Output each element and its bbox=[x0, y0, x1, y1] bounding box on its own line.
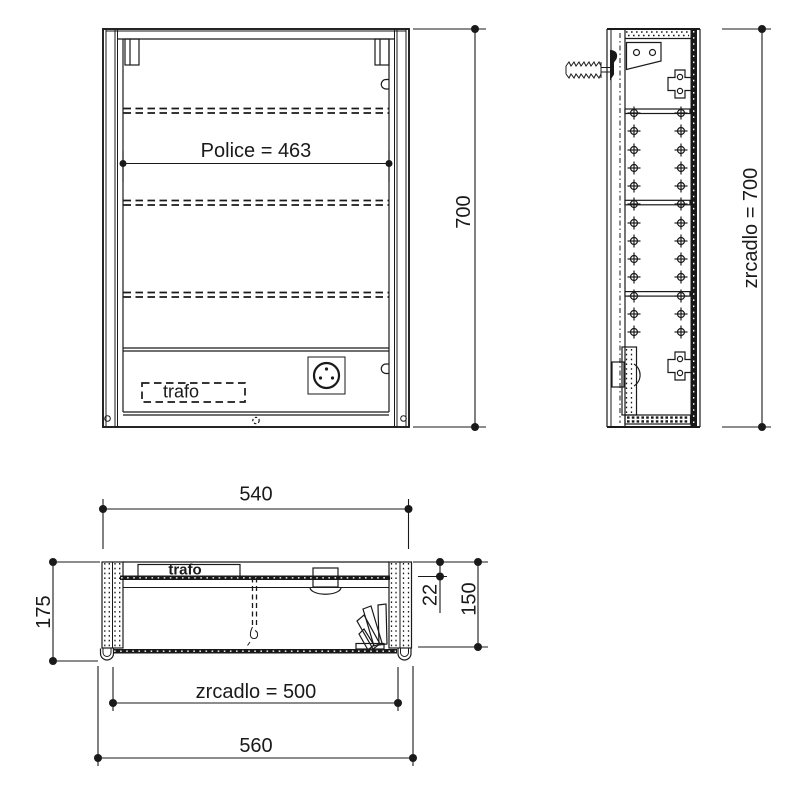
carcass-depth-dimension-label: 150 bbox=[458, 582, 481, 616]
trafo-label-plan: trafo bbox=[168, 561, 202, 579]
cam-lock-top-icon bbox=[668, 70, 692, 98]
plan-view bbox=[101, 562, 412, 661]
total-depth-dimension-label: 175 bbox=[33, 595, 55, 629]
shelf-width-dimension-label: Police = 463 bbox=[200, 140, 312, 162]
side-view-dimensions bbox=[722, 25, 771, 431]
plan-side-panel-left bbox=[102, 562, 123, 648]
door-cap-right bbox=[398, 649, 411, 661]
door-cap-left bbox=[101, 649, 114, 661]
hanger-clip-left bbox=[125, 39, 139, 65]
cable-grommet-icon bbox=[253, 417, 259, 423]
door-hinge-icon bbox=[356, 604, 387, 650]
plan-view-dimensions bbox=[33, 484, 488, 767]
power-socket-icon bbox=[308, 357, 345, 394]
hanger-clip-right bbox=[375, 39, 389, 65]
screw-right-icon bbox=[401, 416, 407, 422]
cabinet-width-dimension-label: 540 bbox=[239, 483, 273, 506]
front-height-dimension-label: 700 bbox=[453, 195, 475, 229]
shelf-dashed-lines bbox=[124, 109, 389, 298]
side-bottom-panel-section bbox=[625, 415, 691, 424]
trafo-label-front: trafo bbox=[162, 381, 200, 402]
front-view bbox=[103, 29, 409, 427]
side-top-panel-section bbox=[625, 32, 691, 39]
cam-lock-bottom-icon bbox=[668, 352, 692, 380]
socket-plan-profile bbox=[310, 568, 341, 594]
plan-side-panel-right bbox=[389, 562, 412, 648]
mounting-bracket-icon bbox=[627, 43, 662, 70]
overall-width-dimension-label: 560 bbox=[239, 735, 273, 757]
front-view-dimensions bbox=[120, 25, 487, 431]
mirror-width-dimension-label: zrcadlo = 500 bbox=[195, 681, 317, 703]
wall-anchor-icon bbox=[566, 50, 617, 81]
shelf-pin-holes bbox=[628, 107, 688, 339]
anchor-hook bbox=[610, 50, 617, 81]
mirror-offset-dimension-label: 22 bbox=[419, 583, 442, 607]
side-view bbox=[566, 29, 700, 427]
mirror-height-dimension-label: zrcadlo = 700 bbox=[740, 167, 762, 289]
front-outer-frame bbox=[103, 29, 409, 427]
door-latch-bottom bbox=[381, 364, 389, 374]
door-latch-top bbox=[381, 80, 389, 90]
